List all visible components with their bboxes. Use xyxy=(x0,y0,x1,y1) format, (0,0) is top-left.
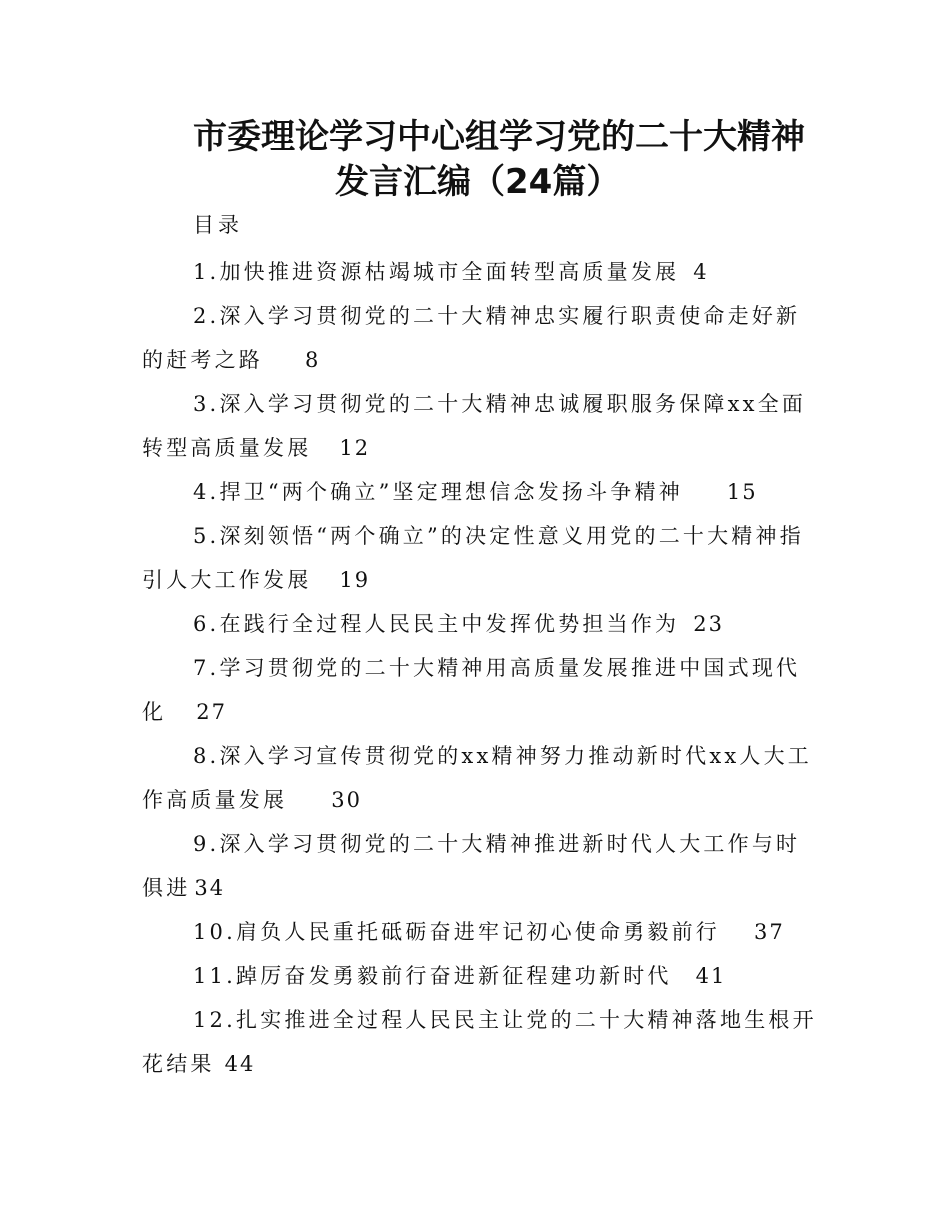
toc-item-text: 捍卫“两个确立”坚定理想信念发扬斗争精神 xyxy=(219,480,683,504)
toc-item-text: 肩负人民重托砥砺奋进牢记初心使命勇毅前行 xyxy=(236,920,720,944)
toc-item-text: 深入学习贯彻党的二十大精神推进新时代人大工作与时俱进 xyxy=(142,832,801,900)
toc-item-number: 6. xyxy=(193,612,220,636)
toc-item-number: 9. xyxy=(193,832,220,856)
toc-item-page: 4 xyxy=(693,260,709,284)
toc-item-text: 在践行全过程人民民主中发挥优势担当作为 xyxy=(219,612,680,636)
toc-item xyxy=(142,954,817,998)
toc-item-page: 19 xyxy=(339,568,371,592)
toc-item-page: 37 xyxy=(754,920,785,944)
document-title-line-2: 发言汇编（24篇） xyxy=(335,162,621,202)
toc-item-text: 踔厉奋发勇毅前行奋进新征程建功新时代 xyxy=(236,964,672,988)
toc-item-number: 11. xyxy=(193,964,236,988)
toc-item-text: 加快推进资源枯竭城市全面转型高质量发展 xyxy=(219,260,680,284)
toc-item xyxy=(142,822,817,910)
toc-item xyxy=(142,602,817,646)
toc-item-text: 扎实推进全过程人民民主让党的二十大精神落地生根开花结果 xyxy=(142,1008,817,1076)
toc-item-page: 34 xyxy=(194,876,226,900)
toc-item xyxy=(142,470,817,514)
toc-item xyxy=(142,250,817,294)
toc-item-text: 深刻领悟“两个确立”的决定性意义用党的二十大精神指引人大工作发展 xyxy=(142,524,804,592)
toc-item-number: 2. xyxy=(193,304,220,328)
toc-item-text: 深入学习宣传贯彻党的xx精神努力推动新时代xx人大工作高质量发展 xyxy=(142,744,813,812)
toc-heading: 目录 xyxy=(193,213,243,237)
toc-item xyxy=(142,646,817,734)
toc-item xyxy=(142,382,817,470)
toc-item xyxy=(142,514,817,602)
toc-item-page: 41 xyxy=(695,964,727,988)
toc-item-number: 8. xyxy=(193,744,220,768)
toc-item-page: 30 xyxy=(331,788,362,812)
toc-item-number: 4. xyxy=(193,480,220,504)
toc-item xyxy=(142,734,817,822)
toc-item-text: 深入学习贯彻党的二十大精神忠诚履职服务保障xx全面转型高质量发展 xyxy=(142,392,807,460)
toc-item-number: 3. xyxy=(193,392,220,416)
toc-item xyxy=(142,910,817,954)
toc-item-number: 5. xyxy=(193,524,220,548)
table-of-contents xyxy=(142,205,817,1086)
toc-item-page: 23 xyxy=(693,612,724,636)
toc-item-number: 1. xyxy=(193,260,220,284)
toc-item-page: 44 xyxy=(224,1052,256,1076)
toc-item-page: 27 xyxy=(196,700,227,724)
toc-item-number: 7. xyxy=(193,656,220,680)
toc-item-page: 15 xyxy=(726,480,758,504)
toc-item-page: 12 xyxy=(339,436,371,460)
toc-item xyxy=(142,998,817,1086)
toc-item-page: 8 xyxy=(305,348,321,372)
toc-item-number: 12. xyxy=(193,1008,236,1032)
toc-item-text: 深入学习贯彻党的二十大精神忠实履行职责使命走好新的赶考之路 xyxy=(142,304,801,372)
document-title-line-1: 市委理论学习中心组学习党的二十大精神 xyxy=(193,117,805,157)
toc-item-number: 10. xyxy=(193,920,236,944)
toc-item xyxy=(142,294,817,382)
toc-item-text: 学习贯彻党的二十大精神用高质量发展推进中国式现代化 xyxy=(142,656,801,724)
